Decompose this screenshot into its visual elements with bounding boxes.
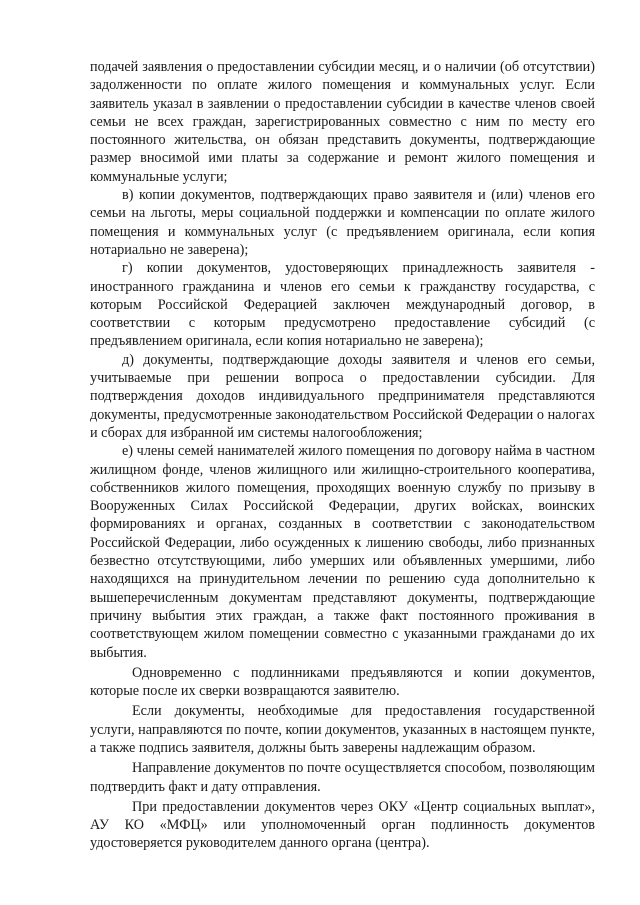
- paragraph-continuation: подачей заявления о предоставлении субсидии месяц, и о наличии (об отсутствии) задолженности по оплате жилого помещения и коммунальных услуг. Если заявитель указал в заявлении о предоставлении субсидии в качестве членов своей семьи не всех граждан, зарегистрированных совместно с ним по месту его постоянного жительства, он обязан представить документы, подтверждающие размер вносимой ими платы за содержание и ремонт жилого помещения и коммунальные услуги;: [90, 59, 595, 185]
- paragraph-item-e: е) члены семей нанимателей жилого помещения по договору найма в частном жилищном фонде, членов жилищного или жилищно-строительного кооператива, собственников жилого помещения, проходящих военную службу по призыву в Вооруженных Силах Российской Федерации, других войсках, воинских формированиях и органах, созданных в соответствии с законодательством Российской Федерации, либо осужденных к лишению свободы, либо признанных безвестно отсутствующими, либо умерших или объявленных умершими, либо находящихся на принудительном лечении по решению суда дополнительно к вышеперечисленным документам представляют документы, подтверждающие причину выбытия этих граждан, а также факт постоянного проживания в соответствующем жилом помещении совместно с указанными гражданами до их выбытия.: [90, 443, 595, 661]
- paragraph-item-v: в) копии документов, подтверждающих право заявителя и (или) членов его семьи на льготы, меры социальной поддержки и компенсации по оплате жилого помещения и коммунальных услуг (с предъявлением оригинала, если копия нотариально не заверена);: [90, 187, 595, 258]
- paragraph-originals: Одновременно с подлинниками предъявляются и копии документов, которые после их сверки возвращаются заявителю.: [90, 664, 595, 700]
- paragraph-mail: Если документы, необходимые для предоставления государственной услуги, направляются по почте, копии документов, указанных в настоящем пункте, а также подпись заявителя, должны быть заверены надлежащим образом.: [90, 703, 595, 756]
- paragraph-item-d: д) документы, подтверждающие доходы заявителя и членов его семьи, учитываемые при решении вопроса о предоставлении субсидии. Для подтверждения доходов индивидуального предпринимателя представляются документы, предусмотренные законодательством Российской Федерации о налогах и сборах для избранной им системы налогообложения;: [90, 351, 595, 441]
- paragraph-mail-method: Направление документов по почте осуществляется способом, позволяющим подтвердить факт и дату отправления.: [90, 760, 595, 795]
- document-page: [90, 58, 595, 853]
- paragraph-item-g: г) копии документов, удостоверяющих принадлежность заявителя - иностранного гражданина и членов его семьи к гражданству государства, с которым Российской Федерацией заключен международный договор, в соответствии с которым предусмотрено предоставление субсидий (с предъявлением оригинала, если копия нотариально не заверена);: [90, 260, 595, 350]
- paragraph-authentication: При предоставлении документов через ОКУ «Центр социальных выплат», АУ КО «МФЦ» или уполномоченный орган подлинность документов удостоверяется руководителем данного органа (центра).: [90, 798, 595, 852]
